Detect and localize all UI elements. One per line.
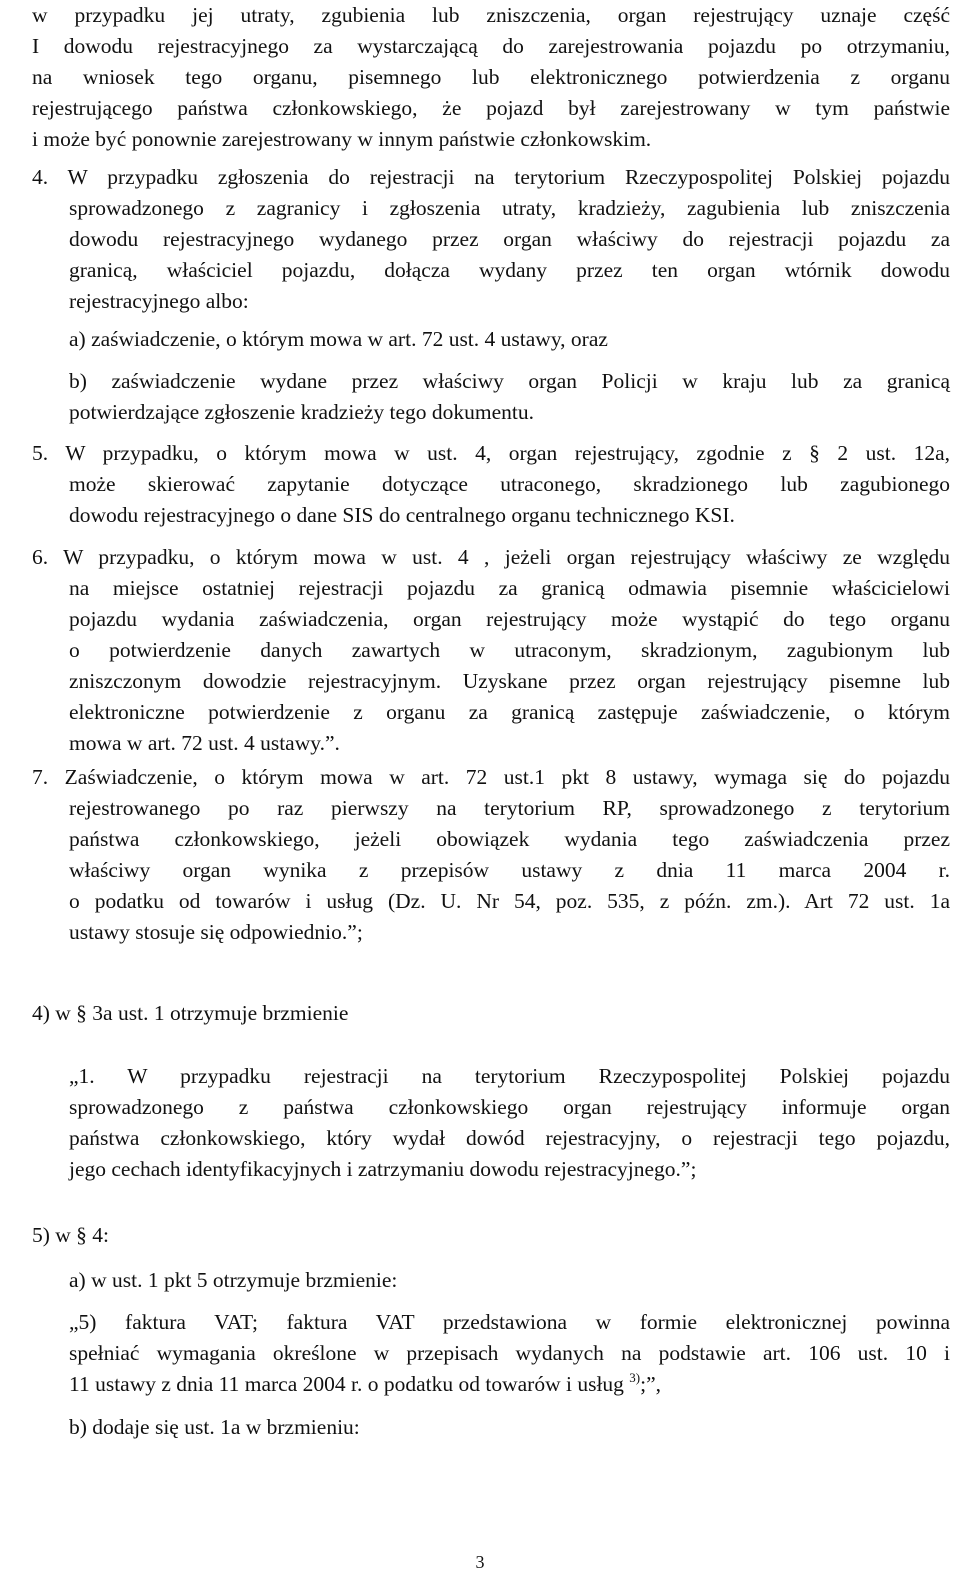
item-5b (69, 1412, 950, 1443)
text-line: o potwierdzenie danych zawartych w utraconym, skradzionym, zagubionym lub (69, 638, 950, 662)
text-line: właściwy organ wynika z przepisów ustawy z dnia 11 marca 2004 r. (69, 858, 950, 882)
paragraph-7 (32, 762, 950, 793)
text-line: „5) faktura VAT; faktura VAT przedstawiona w formie elektronicznej powinna (69, 1310, 950, 1334)
text-line: sprowadzonego z zagranicy i zgłoszenia utraty, kradzieży, zagubienia lub zniszczenia (69, 196, 950, 220)
paragraph-4 (32, 162, 950, 193)
text-line: 5. W przypadku, o którym mowa w ust. 4, organ rejestrujący, zgodnie z § 2 ust. 12a, (32, 441, 950, 465)
item-5-heading (32, 1220, 950, 1251)
text-line: potwierdzające zgłoszenie kradzieży tego dokumentu. (69, 400, 535, 424)
text-line: a) zaświadczenie, o którym mowa w art. 72 ust. 4 ustawy, oraz (69, 327, 608, 351)
text-line: 4) w § 3a ust. 1 otrzymuje brzmienie (32, 1001, 349, 1025)
item-4-text (69, 1061, 950, 1185)
paragraph-intro (32, 0, 950, 155)
paragraph-5 (32, 438, 950, 469)
paragraph-6 (32, 542, 950, 573)
item-4-heading (32, 998, 950, 1029)
text-line: granicą, właściciel pojazdu, dołącza wydany przez ten organ wtórnik dowodu (69, 258, 950, 282)
text-line: i może być ponownie zarejestrowany w innym państwie członkowskim. (32, 127, 652, 151)
page-number: 3 (475, 1552, 485, 1572)
text-line: w przypadku jej utraty, zgubienia lub zniszczenia, organ rejestrujący uznaje część (32, 3, 950, 27)
item-5a (69, 1265, 950, 1296)
text-line: jego cechach identyfikacyjnych i zatrzymaniu dowodu rejestracyjnego.”; (69, 1157, 697, 1181)
paragraph-6-cont (69, 573, 950, 759)
text-line: „1. W przypadku rejestracji na terytorium Rzeczypospolitej Polskiej pojazdu (69, 1064, 950, 1088)
text-line: I dowodu rejestracyjnego za wystarczającą do zarejestrowania pojazdu po otrzymaniu, (32, 34, 950, 58)
text-line: pojazdu wydania zaświadczenia, organ rejestrujący może wystąpić do tego organu (69, 607, 950, 631)
text-line: sprowadzonego z państwa członkowskiego organ rejestrujący informuje organ (69, 1095, 950, 1119)
text-line (69, 1369, 950, 1400)
text-line: b) zaświadczenie wydane przez właściwy organ Policji w kraju lub za granicą (69, 369, 950, 393)
text-line: zniszczonym dowodzie rejestracyjnym. Uzyskane przez organ rejestrujący pisemne lub (69, 669, 950, 693)
text-line: 7. Zaświadczenie, o którym mowa w art. 72 ust.1 pkt 8 ustawy, wymaga się do pojazdu (32, 765, 950, 789)
text-line: rejestrującego państwa członkowskiego, że pojazd był zarejestrowany w tym państwie (32, 96, 950, 120)
text-line: 6. W przypadku, o którym mowa w ust. 4 , jeżeli organ rejestrujący właściwy ze względu (32, 545, 950, 569)
text-line: dowodu rejestracyjnego o dane SIS do centralnego organu technicznego KSI. (69, 503, 735, 527)
paragraph-4b (69, 366, 950, 428)
text-line: rejestracyjnego albo: (69, 289, 249, 313)
text-line: na wniosek tego organu, pisemnego lub elektronicznego potwierdzenia z organu (32, 65, 950, 89)
text-line: b) dodaje się ust. 1a w brzmieniu: (69, 1415, 360, 1439)
paragraph-7-cont (69, 793, 950, 948)
text-line: dowodu rejestracyjnego wydanego przez organ właściwy do rejestracji pojazdu za (69, 227, 950, 251)
text-line: państwa członkowskiego, jeżeli obowiązek wydania tego zaświadczenia przez (69, 827, 950, 851)
paragraph-4-cont (69, 193, 950, 317)
footnote-ref: 3) (629, 1370, 641, 1385)
text-line: o podatku od towarów i usług (Dz. U. Nr 54, poz. 535, z późn. zm.). Art 72 ust. 1a (69, 889, 950, 913)
text-line: na miejsce ostatniej rejestracji pojazdu za granicą odmawia pisemnie właścicielowi (69, 576, 950, 600)
text-line: rejestrowanego po raz pierwszy na terytorium RP, sprowadzonego z terytorium (69, 796, 950, 820)
text-line: ustawy stosuje się odpowiednio.”; (69, 920, 363, 944)
text-line: elektroniczne potwierdzenie z organu za granicą zastępuje zaświadczenie, o którym (69, 700, 950, 724)
paragraph-5-cont (69, 469, 950, 531)
text-segment: ;”, (640, 1372, 662, 1396)
paragraph-4a (69, 324, 950, 355)
text-line: 4. W przypadku zgłoszenia do rejestracji na terytorium Rzeczypospolitej Polskiej pojazdu (32, 165, 950, 189)
text-line: mowa w art. 72 ust. 4 ustawy.”. (69, 731, 340, 755)
text-segment: 11 ustawy z dnia 11 marca 2004 r. o podatku od towarów i usług (69, 1372, 630, 1396)
item-5a-text (69, 1307, 950, 1400)
text-line: a) w ust. 1 pkt 5 otrzymuje brzmienie: (69, 1268, 398, 1292)
text-line: państwa członkowskiego, który wydał dowód rejestracyjny, o rejestracji tego pojazdu, (69, 1126, 950, 1150)
text-line: spełniać wymagania określone w przepisach wydanych na podstawie art. 106 ust. 10 i (69, 1341, 950, 1365)
text-line: 5) w § 4: (32, 1223, 110, 1247)
text-line: może skierować zapytanie dotyczące utraconego, skradzionego lub zagubionego (69, 472, 950, 496)
